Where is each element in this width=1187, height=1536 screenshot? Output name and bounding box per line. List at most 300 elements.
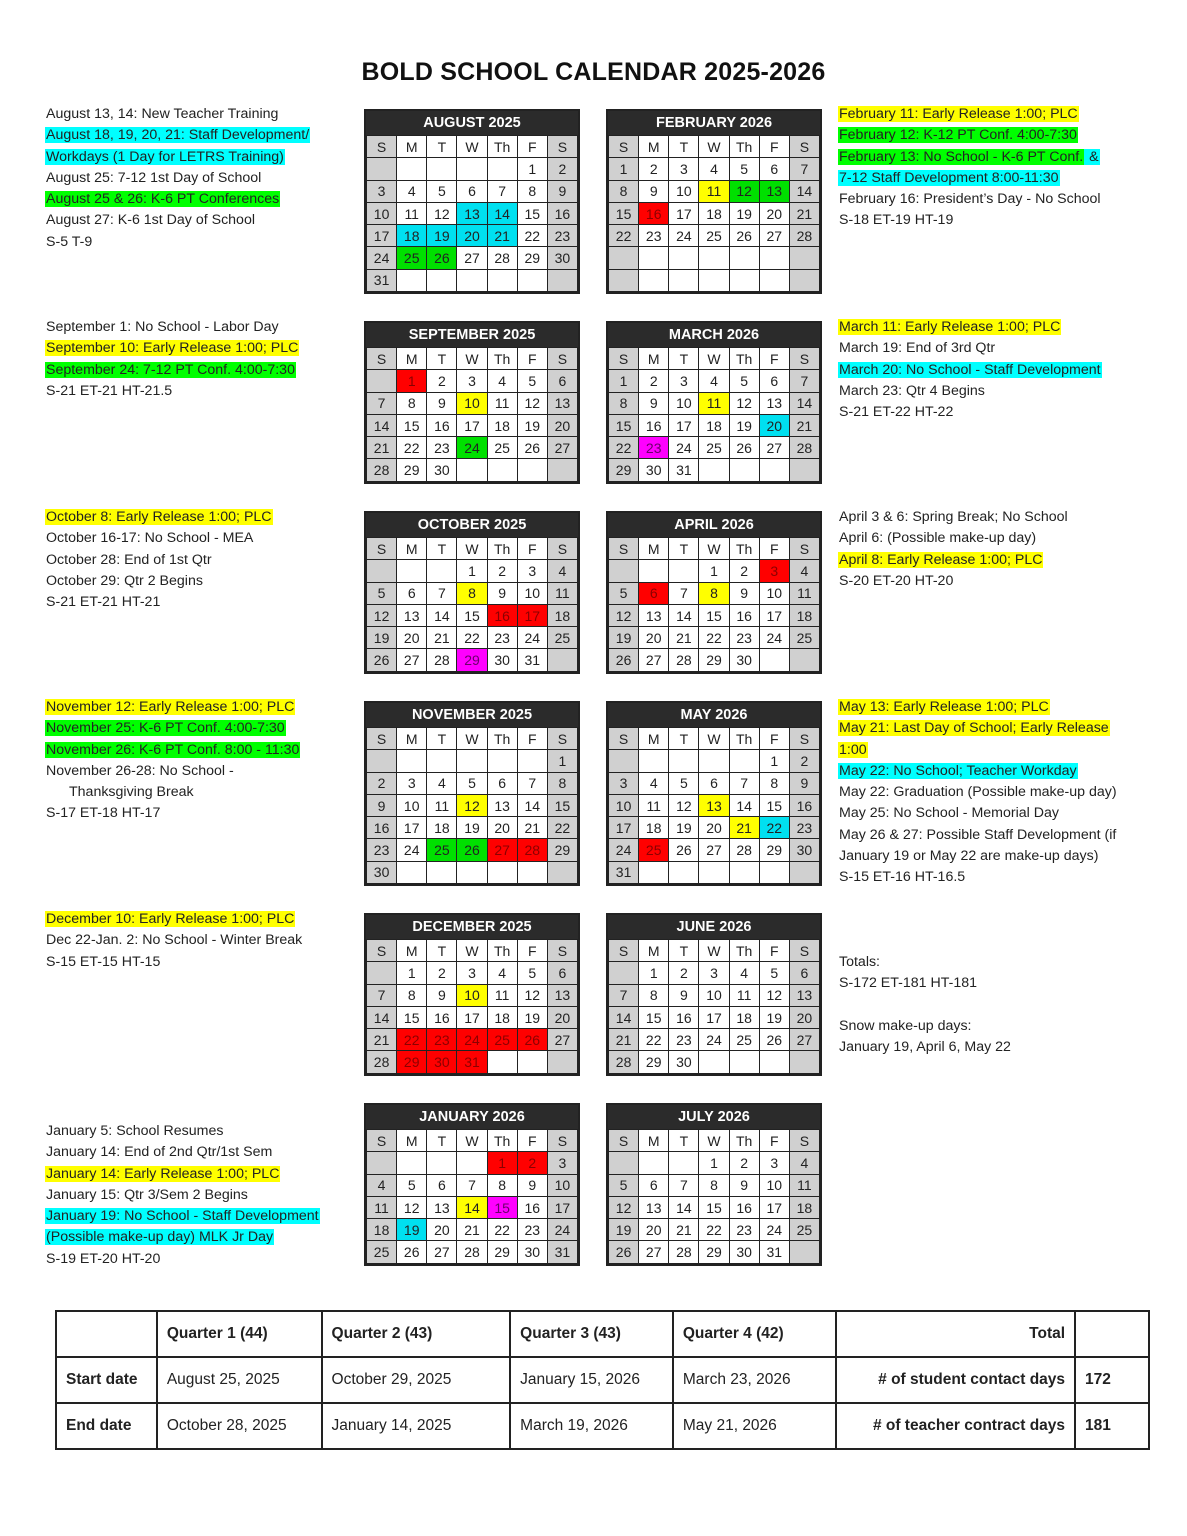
- day-cell: 13: [699, 794, 729, 816]
- day-cell: 16: [427, 1006, 457, 1028]
- day-cell: 27: [397, 649, 427, 671]
- day-cell: 18: [367, 1219, 397, 1241]
- day-cell: 10: [397, 794, 427, 816]
- day-cell: 20: [639, 1219, 669, 1241]
- weekday-header: W: [699, 940, 729, 962]
- day-cell: 19: [729, 414, 759, 436]
- empty-day-cell: [789, 1051, 819, 1073]
- day-cell: 6: [789, 962, 819, 984]
- day-cell: 24: [547, 1219, 577, 1241]
- day-cell: 13: [397, 604, 427, 626]
- notes-may: [838, 697, 1118, 889]
- day-cell: 28: [427, 649, 457, 671]
- day-cell: 24: [699, 1029, 729, 1051]
- day-cell: 18: [789, 604, 819, 626]
- day-cell: 15: [609, 414, 639, 436]
- day-cell: 3: [759, 560, 789, 582]
- weekday-header: S: [367, 940, 397, 962]
- header-quarter-1: Quarter 1 (44): [157, 1311, 322, 1357]
- day-cell: 15: [609, 202, 639, 224]
- day-cell: 25: [487, 437, 517, 459]
- day-cell: 22: [699, 627, 729, 649]
- day-cell: 12: [759, 984, 789, 1006]
- note-line: [838, 550, 1069, 571]
- day-cell: 18: [699, 202, 729, 224]
- empty-day-cell: [639, 269, 669, 291]
- day-cell: 9: [517, 1174, 547, 1196]
- empty-day-cell: [669, 247, 699, 269]
- day-cell: 1: [547, 750, 577, 772]
- month-title: MARCH 2026: [608, 323, 820, 347]
- day-cell: 25: [367, 1241, 397, 1263]
- day-cell: 29: [609, 459, 639, 481]
- weekday-header: S: [367, 538, 397, 560]
- note-line: [838, 571, 1069, 592]
- day-cell: 9: [427, 984, 457, 1006]
- notes-december: [45, 909, 303, 973]
- weekday-header: M: [397, 538, 427, 560]
- note-text: Totals:: [839, 954, 881, 970]
- day-cell: 17: [517, 604, 547, 626]
- day-cell: 25: [487, 1029, 517, 1051]
- weekday-header: Th: [729, 538, 759, 560]
- note-line: [45, 168, 310, 189]
- day-cell: 2: [789, 750, 819, 772]
- month-grid: [366, 1129, 578, 1264]
- note-line: [838, 125, 1102, 146]
- day-cell: 14: [669, 1196, 699, 1218]
- note-text: January 14: Early Release 1:00; PLC: [46, 1165, 280, 1182]
- note-text: S-21 ET-22 HT-22: [839, 404, 954, 421]
- empty-day-cell: [397, 158, 427, 180]
- day-cell: 2: [517, 1152, 547, 1174]
- day-cell: 31: [367, 269, 397, 291]
- day-cell: 25: [729, 1029, 759, 1051]
- day-cell: 26: [729, 437, 759, 459]
- month-grid: [608, 727, 820, 884]
- day-cell: 23: [789, 817, 819, 839]
- day-cell: 19: [517, 414, 547, 436]
- day-cell: 15: [699, 604, 729, 626]
- day-cell: 4: [547, 560, 577, 582]
- weekday-header: S: [789, 728, 819, 750]
- empty-day-cell: [669, 861, 699, 883]
- day-cell: 3: [669, 158, 699, 180]
- day-cell: 2: [669, 962, 699, 984]
- note-line: [838, 1016, 1012, 1037]
- note-line: [838, 147, 1102, 168]
- note-text: 1:00: [839, 741, 867, 758]
- weekday-header: W: [457, 136, 487, 158]
- weekday-header: S: [609, 348, 639, 370]
- day-cell: 4: [729, 962, 759, 984]
- note-line: [838, 168, 1102, 189]
- day-cell: 17: [457, 1006, 487, 1028]
- empty-day-cell: [789, 269, 819, 291]
- day-cell: 20: [699, 817, 729, 839]
- note-text: January 19 or May 22 are make-up days): [839, 848, 1099, 865]
- empty-day-cell: [759, 649, 789, 671]
- day-cell: 30: [639, 459, 669, 481]
- day-cell: 23: [547, 225, 577, 247]
- day-cell: 5: [517, 370, 547, 392]
- day-cell: 7: [729, 772, 759, 794]
- day-cell: 7: [789, 158, 819, 180]
- day-cell: 31: [669, 459, 699, 481]
- note-text: August 18, 19, 20, 21: Staff Development/: [46, 127, 310, 144]
- weekday-header: T: [427, 1130, 457, 1152]
- day-cell: 11: [699, 392, 729, 414]
- weekday-header: S: [609, 728, 639, 750]
- day-cell: 19: [669, 817, 699, 839]
- day-cell: 15: [457, 604, 487, 626]
- note-line: [838, 317, 1102, 338]
- note-line: [838, 846, 1118, 867]
- note-text: October 28: End of 1st Qtr: [46, 551, 212, 568]
- day-cell: 25: [427, 839, 457, 861]
- day-cell: 28: [517, 839, 547, 861]
- day-cell: 23: [487, 627, 517, 649]
- empty-day-cell: [669, 269, 699, 291]
- weekday-header: S: [609, 1130, 639, 1152]
- note-text: Workdays (1 Day for LETRS Training): [46, 148, 284, 165]
- month-grid: [366, 939, 578, 1074]
- day-cell: 24: [517, 627, 547, 649]
- month-grid: [366, 135, 578, 292]
- weekday-header: Th: [487, 136, 517, 158]
- day-cell: 11: [487, 984, 517, 1006]
- day-cell: 13: [789, 984, 819, 1006]
- day-cell: 31: [457, 1051, 487, 1073]
- quarter-summary-table: [55, 1310, 1150, 1450]
- note-line: [838, 528, 1069, 549]
- weekday-header: T: [669, 1130, 699, 1152]
- weekday-header: Th: [487, 1130, 517, 1152]
- day-cell: 8: [547, 772, 577, 794]
- day-cell: 15: [699, 1196, 729, 1218]
- day-cell: 21: [609, 1029, 639, 1051]
- month-title: JULY 2026: [608, 1105, 820, 1129]
- note-text: (Possible make-up day) MLK Jr Day: [46, 1229, 274, 1246]
- weekday-header: S: [547, 940, 577, 962]
- note-line: [45, 189, 310, 210]
- day-cell: 30: [427, 459, 457, 481]
- day-cell: 6: [639, 1174, 669, 1196]
- note-text: [838, 997, 844, 1013]
- notes-totals: [838, 952, 1012, 1058]
- day-cell: 3: [517, 560, 547, 582]
- calendar-october-2025: [364, 511, 580, 674]
- day-cell: 7: [669, 582, 699, 604]
- empty-day-cell: [427, 861, 457, 883]
- day-cell: 22: [609, 437, 639, 459]
- day-cell: 30: [729, 1241, 759, 1263]
- day-cell: 26: [517, 437, 547, 459]
- weekday-header: S: [547, 538, 577, 560]
- note-text: February 12: K-12 PT Conf. 4:00-7:30: [839, 127, 1077, 144]
- day-cell: 18: [699, 414, 729, 436]
- day-cell: 14: [367, 414, 397, 436]
- note-text: S-15 ET-16 HT-16.5: [839, 869, 966, 886]
- day-cell: 19: [609, 627, 639, 649]
- month-title: SEPTEMBER 2025: [366, 323, 578, 347]
- note-text: January 19, April 6, May 22: [839, 1039, 1011, 1056]
- day-cell: 24: [367, 247, 397, 269]
- weekday-header: M: [397, 940, 427, 962]
- day-cell: 23: [367, 839, 397, 861]
- day-cell: 31: [547, 1241, 577, 1263]
- day-cell: 27: [487, 839, 517, 861]
- day-cell: 6: [699, 772, 729, 794]
- note-line: [838, 360, 1102, 381]
- day-cell: 23: [427, 437, 457, 459]
- day-cell: 10: [669, 180, 699, 202]
- day-cell: 27: [639, 649, 669, 671]
- header-total-value: [1075, 1311, 1149, 1357]
- day-cell: 27: [789, 1029, 819, 1051]
- empty-day-cell: [457, 1152, 487, 1174]
- day-cell: 10: [457, 984, 487, 1006]
- empty-day-cell: [487, 158, 517, 180]
- note-text: November 25: K-6 PT Conf. 4:00-7:30: [46, 720, 285, 737]
- month-title: NOVEMBER 2025: [366, 703, 578, 727]
- day-cell: 17: [699, 1006, 729, 1028]
- note-text: May 25: No School - Memorial Day: [839, 805, 1059, 822]
- weekday-header: F: [517, 348, 547, 370]
- day-cell: 17: [759, 1196, 789, 1218]
- day-cell: 25: [699, 225, 729, 247]
- day-cell: 1: [699, 1152, 729, 1174]
- day-cell: 27: [547, 437, 577, 459]
- day-cell: 17: [609, 817, 639, 839]
- day-cell: 26: [729, 225, 759, 247]
- day-cell: 10: [759, 582, 789, 604]
- day-cell: 7: [457, 1174, 487, 1196]
- note-line: [45, 232, 310, 253]
- note-line: [838, 697, 1118, 718]
- day-cell: 20: [397, 627, 427, 649]
- day-cell: 7: [427, 582, 457, 604]
- note-line: [838, 867, 1118, 888]
- note-line: [838, 952, 1012, 973]
- note-text: February 11: Early Release 1:00; PLC: [839, 106, 1078, 122]
- day-cell: 9: [487, 582, 517, 604]
- day-cell: 16: [639, 414, 669, 436]
- day-cell: 12: [609, 1196, 639, 1218]
- note-text: April 6: (Possible make-up day): [839, 530, 1037, 547]
- day-cell: 15: [517, 202, 547, 224]
- day-cell: 5: [397, 1174, 427, 1196]
- note-line: [45, 718, 300, 739]
- empty-day-cell: [457, 459, 487, 481]
- note-text: August 13, 14: New Teacher Training: [46, 106, 279, 122]
- calendar-may-2026: [606, 701, 822, 886]
- note-line: [45, 1121, 320, 1142]
- note-line: [838, 189, 1102, 210]
- calendar-february-2026: [606, 109, 822, 294]
- day-cell: 27: [547, 1029, 577, 1051]
- day-cell: 23: [729, 1219, 759, 1241]
- day-cell: 18: [789, 1196, 819, 1218]
- day-cell: 5: [609, 1174, 639, 1196]
- day-cell: 9: [669, 984, 699, 1006]
- empty-day-cell: [457, 269, 487, 291]
- day-cell: 10: [699, 984, 729, 1006]
- day-cell: 18: [639, 817, 669, 839]
- notes-october: [45, 507, 273, 613]
- day-cell: 5: [457, 772, 487, 794]
- day-cell: 6: [457, 180, 487, 202]
- day-cell: 13: [639, 604, 669, 626]
- note-line: [838, 104, 1102, 125]
- note-line: [45, 1142, 320, 1163]
- note-line: [838, 995, 1012, 1016]
- day-cell: 30: [729, 649, 759, 671]
- day-cell: 8: [609, 392, 639, 414]
- empty-day-cell: [397, 750, 427, 772]
- note-text: November 12: Early Release 1:00; PLC: [46, 699, 295, 715]
- note-text: September 10: Early Release 1:00; PLC: [46, 340, 299, 357]
- month-title: JANUARY 2026: [366, 1105, 578, 1129]
- day-cell: 12: [517, 392, 547, 414]
- weekday-header: T: [427, 136, 457, 158]
- note-text: S-18 ET-19 HT-19: [839, 212, 954, 229]
- day-cell: 21: [487, 225, 517, 247]
- note-line: [45, 592, 273, 613]
- day-cell: 2: [367, 772, 397, 794]
- day-cell: 15: [759, 794, 789, 816]
- day-cell: 24: [457, 1029, 487, 1051]
- day-cell: 3: [759, 1152, 789, 1174]
- note-text: May 21: Last Day of School; Early Release: [839, 720, 1109, 737]
- weekday-header: M: [397, 728, 427, 750]
- day-cell: 3: [457, 962, 487, 984]
- note-text: August 25: 7-12 1st Day of School: [46, 169, 262, 186]
- summary-header-row: [56, 1311, 1149, 1357]
- note-text: 7-12 Staff Development 8:00-11:30: [839, 169, 1059, 186]
- day-cell: 9: [639, 180, 669, 202]
- weekday-header: F: [759, 1130, 789, 1152]
- day-cell: 29: [457, 649, 487, 671]
- empty-day-cell: [639, 560, 669, 582]
- empty-day-cell: [427, 750, 457, 772]
- day-cell: 14: [457, 1196, 487, 1218]
- weekday-header: T: [669, 348, 699, 370]
- empty-day-cell: [789, 649, 819, 671]
- empty-day-cell: [699, 459, 729, 481]
- day-cell: 5: [759, 962, 789, 984]
- weekday-header: M: [639, 728, 669, 750]
- weekday-header: S: [547, 1130, 577, 1152]
- day-cell: 19: [457, 817, 487, 839]
- day-cell: 24: [669, 437, 699, 459]
- header-quarter-2: Quarter 2 (43): [322, 1311, 511, 1357]
- day-cell: 4: [487, 962, 517, 984]
- day-cell: 23: [639, 437, 669, 459]
- empty-day-cell: [729, 247, 759, 269]
- day-cell: 27: [759, 225, 789, 247]
- q3-start-date: January 15, 2026: [510, 1357, 673, 1403]
- weekday-header: F: [517, 940, 547, 962]
- day-cell: 26: [517, 1029, 547, 1051]
- day-cell: 13: [457, 202, 487, 224]
- empty-day-cell: [367, 962, 397, 984]
- day-cell: 24: [759, 627, 789, 649]
- calendar-march-2026: [606, 321, 822, 484]
- note-text: October 8: Early Release 1:00; PLC: [46, 509, 272, 525]
- weekday-header: M: [639, 940, 669, 962]
- day-cell: 10: [517, 582, 547, 604]
- month-title: DECEMBER 2025: [366, 915, 578, 939]
- day-cell: 2: [729, 560, 759, 582]
- day-cell: 15: [397, 1006, 427, 1028]
- day-cell: 12: [367, 604, 397, 626]
- day-cell: 26: [609, 649, 639, 671]
- empty-day-cell: [547, 269, 577, 291]
- weekday-header: S: [367, 728, 397, 750]
- note-text: February 16: President’s Day - No School: [839, 191, 1101, 208]
- day-cell: 16: [639, 202, 669, 224]
- day-cell: 2: [427, 370, 457, 392]
- note-text: October 16-17: No School - MEA: [46, 530, 254, 547]
- day-cell: 21: [789, 202, 819, 224]
- weekday-header: S: [789, 538, 819, 560]
- empty-day-cell: [699, 750, 729, 772]
- day-cell: 30: [669, 1051, 699, 1073]
- empty-day-cell: [759, 1051, 789, 1073]
- weekday-header: S: [609, 136, 639, 158]
- note-line: [838, 381, 1102, 402]
- teacher-contract-days-value: 181: [1075, 1403, 1149, 1449]
- day-cell: 6: [547, 962, 577, 984]
- note-line: [45, 360, 299, 381]
- day-cell: 15: [639, 1006, 669, 1028]
- day-cell: 8: [699, 1174, 729, 1196]
- empty-day-cell: [457, 750, 487, 772]
- calendar-november-2025: [364, 701, 580, 886]
- day-cell: 7: [367, 984, 397, 1006]
- day-cell: 26: [759, 1029, 789, 1051]
- day-cell: 30: [367, 861, 397, 883]
- day-cell: 8: [639, 984, 669, 1006]
- empty-day-cell: [367, 750, 397, 772]
- note-line: [838, 1037, 1012, 1058]
- notes-august: [45, 104, 310, 253]
- day-cell: 14: [517, 794, 547, 816]
- day-cell: 20: [487, 817, 517, 839]
- day-cell: 26: [669, 839, 699, 861]
- day-cell: 16: [729, 604, 759, 626]
- note-text: Snow make-up days:: [839, 1017, 972, 1034]
- day-cell: 14: [789, 392, 819, 414]
- day-cell: 21: [427, 627, 457, 649]
- day-cell: 4: [487, 370, 517, 392]
- day-cell: 5: [517, 962, 547, 984]
- day-cell: 29: [759, 839, 789, 861]
- note-text: September 24: 7-12 PT Conf. 4:00-7:30: [46, 361, 295, 378]
- weekday-header: S: [789, 136, 819, 158]
- day-cell: 17: [367, 225, 397, 247]
- day-cell: 10: [609, 794, 639, 816]
- note-text: November 26: K-6 PT Conf. 8:00 - 11:30: [46, 741, 300, 758]
- day-cell: 4: [789, 1152, 819, 1174]
- day-cell: 28: [609, 1051, 639, 1073]
- note-text: S-172 ET-181 HT-181: [839, 975, 978, 992]
- empty-day-cell: [487, 1051, 517, 1073]
- empty-day-cell: [609, 560, 639, 582]
- empty-day-cell: [487, 750, 517, 772]
- month-grid: [366, 537, 578, 672]
